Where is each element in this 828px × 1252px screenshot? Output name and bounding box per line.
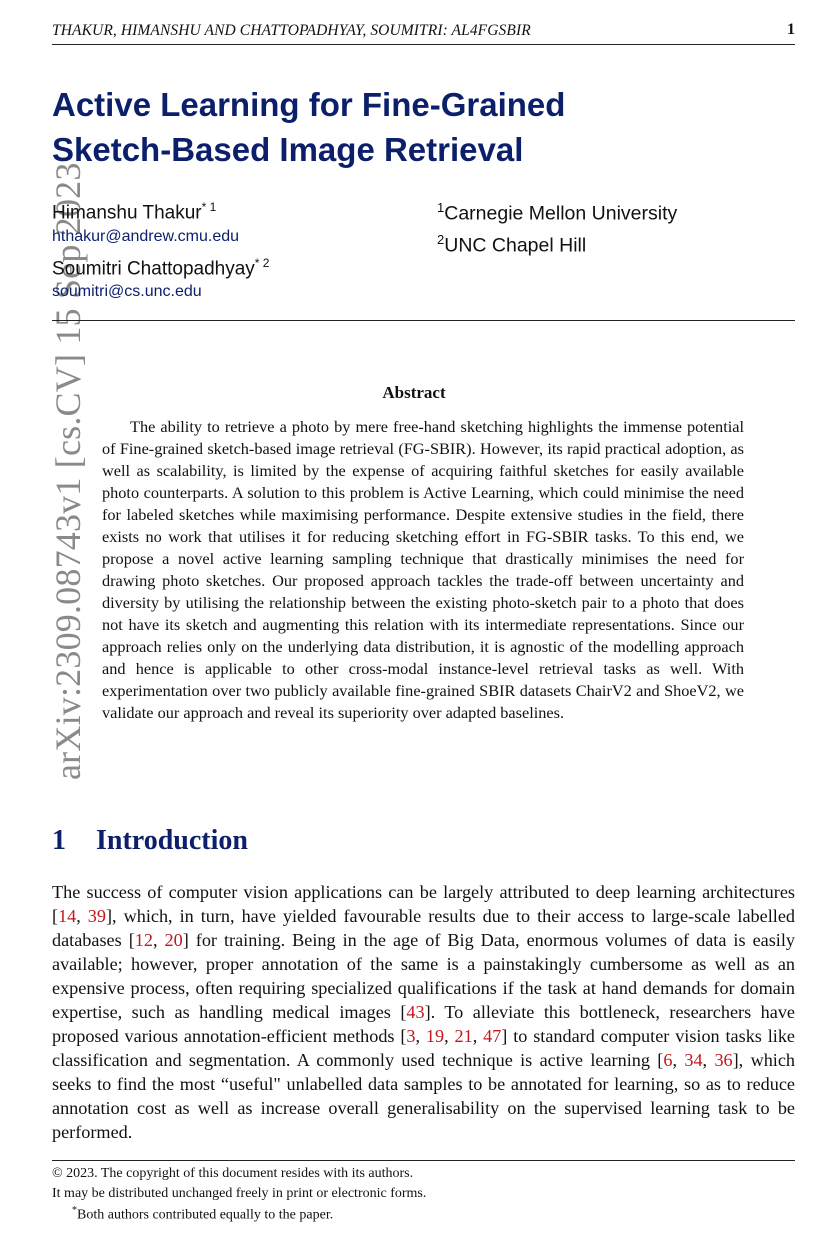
citation-link[interactable]: 6 <box>663 1050 673 1070</box>
paper-title <box>52 82 752 172</box>
citation-link[interactable]: 39 <box>87 906 106 926</box>
running-title: THAKUR, HIMANSHU AND CHATTOPADHYAY, SOUMITRI: AL4FGSBIR <box>52 22 531 39</box>
citation-link[interactable]: 43 <box>406 1002 425 1022</box>
introduction-paragraph: The success of computer vision applications can be largely attributed to deep learning architectures [14, 39], which, in turn, have yielded favourable results due to their access to large-scale labelled databases [12, 20] for training. Being in the age of Big Data, enormous volumes of data is easily available; however, proper annotation of the same is a painstakingly cumbersome as well as an expensive process, often requiring specialized qualifications if the task at hand demands for domain expertise, such as handling medical images [43]. To alleviate this bottleneck, researchers have proposed various annotation-efficient methods [3, 19, 21, 47] to standard computer vision tasks like classification and segmentation. A commonly used technique is active learning [6, 34, 36], which seeks to find the most “useful" unlabelled data samples to be annotated for learning, so as to reduce annotation cost as well as increase overall generalisability on the supervised learning task to be performed. <box>52 882 796 1142</box>
citation-link[interactable]: 21 <box>454 1026 473 1046</box>
author-1-marks: * 1 <box>201 200 217 214</box>
affiliation-1-number: 1 <box>437 200 445 215</box>
author-name-2: Soumitri Chattopadhyay$^{* 2}$ <box>52 256 270 280</box>
citation-link[interactable]: 20 <box>164 930 183 950</box>
paper-title-line-2: Sketch-Based Image Retrieval <box>52 131 524 168</box>
copyright-footnote: © 2023. The copyright of this document resides with its authors. <box>52 1166 414 1181</box>
affiliation-2-number: 2 <box>437 232 445 247</box>
page-number: 1 <box>787 21 795 38</box>
affiliation-2: $^2$UNC Chapel Hill <box>437 232 587 257</box>
citation-link[interactable]: 12 <box>134 930 153 950</box>
equal-contribution-footnote: *Both authors contributed equally to the paper. <box>72 1205 334 1223</box>
author-email-2[interactable]: soumitri@cs.unc.edu <box>52 283 202 300</box>
paper-title-line-1: Active Learning for Fine-Grained <box>52 86 566 123</box>
citation-link[interactable]: 47 <box>483 1026 502 1046</box>
footnote-mark: * <box>72 1205 77 1216</box>
citation-link[interactable]: 34 <box>684 1050 703 1070</box>
arxiv-side-stamp: arXiv:2309.08743v1 [cs.CV] 15 Sep 2023 <box>48 162 88 780</box>
abstract-text: The ability to retrieve a photo by mere free-hand sketching highlights the immense potential of Fine-grained sketch-based image retrieval (FG-SBIR). However, its rapid practical adoption, as well as scalability, is limited by the expense of acquiring faithful sketches for easily available photo counterparts. A solution to this problem is Active Learning, which could minimise the need for labeled sketches while maximising performance. Despite extensive studies in the field, there exists no work that utilises it for reducing sketching effort in FG-SBIR tasks. To this end, we propose a novel active learning sampling technique that drastically minimises the need for drawing photo sketches. Our proposed approach tackles the trade-off between uncertainty and diversity by utilising the relationship between the existing photo-sketch pair to a photo that does not have its sketch and augmenting this relation with its intermediate representations. Since our approach relies only on the underlying data distribution, it is agnostic of the modelling approach and hence is applicable to other cross-modal instance-level retrieval tasks as well. With experimentation over two publicly available fine-grained SBIR datasets ChairV2 and ShoeV2, we validate our approach and reveal its superiority over adapted baselines. <box>102 417 744 722</box>
author-name-1: Himanshu Thakur$^{* 1}$ <box>52 200 217 224</box>
footnote-divider <box>52 1160 795 1161</box>
abstract-heading: Abstract <box>382 383 446 402</box>
author-divider <box>52 320 795 321</box>
citation-link[interactable]: 36 <box>714 1050 733 1070</box>
distribution-footnote: It may be distributed unchanged freely in print or electronic forms. <box>52 1186 427 1201</box>
citation-link[interactable]: 3 <box>406 1026 416 1046</box>
section-heading <box>52 825 248 857</box>
citation-link[interactable]: 14 <box>58 906 77 926</box>
affiliation-1: $^1$Carnegie Mellon University <box>437 200 678 225</box>
citation-link[interactable]: 19 <box>425 1026 445 1046</box>
section-title: Introduction <box>96 825 248 856</box>
author-email-1[interactable]: hthakur@andrew.cmu.edu <box>52 228 240 245</box>
section-number: 1 <box>52 825 66 856</box>
running-header <box>52 20 795 45</box>
author-2-marks: * 2 <box>254 256 270 270</box>
